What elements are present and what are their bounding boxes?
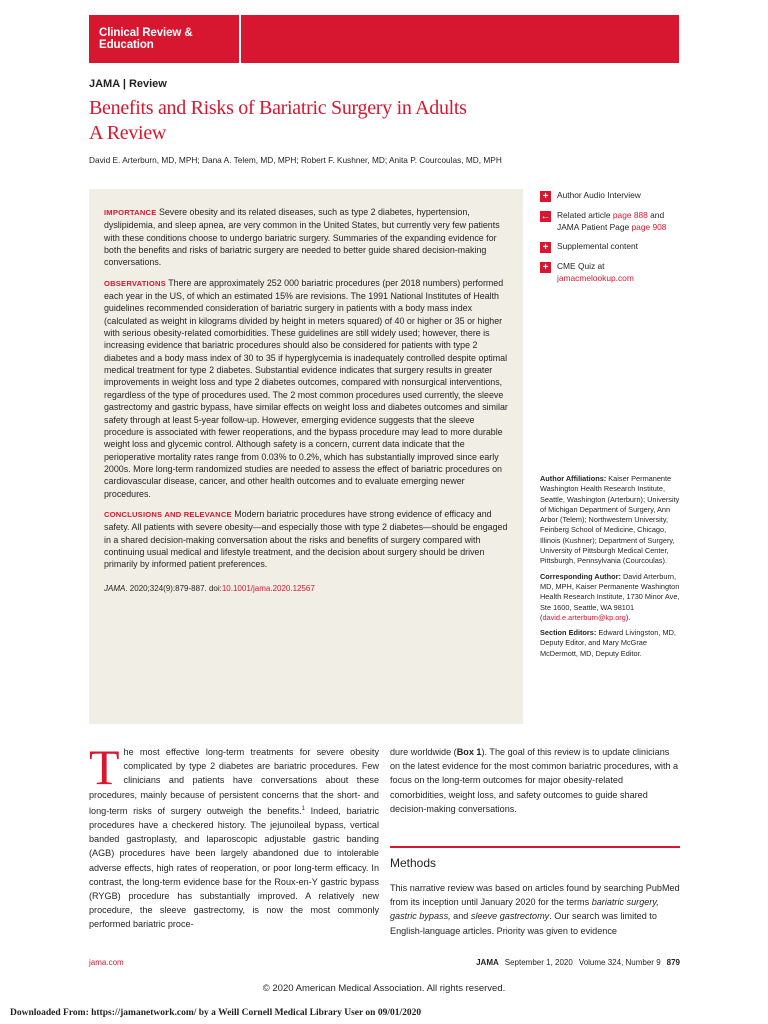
footer-volume: Volume 324, Number 9 <box>578 958 661 967</box>
title-subtitle: A Review <box>89 122 167 144</box>
citation-journal: JAMA <box>104 583 126 593</box>
title-main: Benefits and Risks of Bariatric Surgery in Adults <box>89 97 467 119</box>
methods-and: and <box>450 911 471 922</box>
download-stamp: Downloaded From: https://jamanetwork.com/ by a Weill Cornell Medical Library User on 09/01/2020 <box>10 1008 422 1018</box>
corresponding-author-block <box>540 572 680 623</box>
observations-text: There are approximately 252 000 bariatric procedures (per 2018 numbers) performed each year in the US, of which an estimated 15% are revisions. The 1991 National Institutes of Health guidelines recommended consideration of bariatric surgery in patients with a body mass index (calculated as weight in kilograms divided by height in meters squared) of 40 or higher or 35 or higher with serious obesity-related comorbidities. These guidelines are still widely used; however, there is increasing evidence that bariatric procedures should also be considered for patients with type 2 diabetes and a body mass index of 30 to 35 if hyperglycemia is inadequately controlled despite optimal medical treatment for type 2 diabetes. Substantial evidence indicates that surgery results in greater improvements in weight loss and type 2 diabetes outcomes, compared with nonsurgical interventions, regardless of the type of procedures used. The 2 most common procedures used currently, the sleeve gastrectomy and gastric bypass, have similar effects on weight loss and diabetes outcomes and similar safety through at least 5-year follow-up. However, emerging evidence suggests that the sleeve procedure is associated with fewer reoperations, and the bypass procedure may lead to more durable weight loss and glycemic control. Although safety is a concern, current data indicate that the perioperative mortality rates range from 0.03% to 0.2%, which has substantially improved since early 2000s. More long-term randomized studies are needed to assess the effect of bariatric procedures on cardiovascular disease, cancer, and other health outcomes and to evaluate emerging newer procedures. <box>104 277 508 499</box>
methods-term3: sleeve gastrectomy <box>470 911 550 922</box>
related-content-sidebar <box>540 190 680 292</box>
corresponding-text: David Arterburn, MD, MPH, Kaiser Permanente Washington Health Research Institute, 1730 Minor Ave, Ste 1600, Seattle, WA 98101 ( <box>540 571 680 622</box>
patient-page-prefix: JAMA Patient Page <box>557 221 632 232</box>
related-prefix: Related article <box>557 210 613 220</box>
author-list: David E. Arterburn, MD, MPH; Dana A. Telem, MD, MPH; Robert F. Kushner, MD; Anita P. Courcoulas, MD, MPH <box>89 155 502 165</box>
cme-label: CME Quiz at <box>557 261 605 271</box>
affiliations-text: Kaiser Permanente Washington Health Research Institute, Seattle, Washington (Arterburn); University of Michigan Department of Surgery, Ann Arbor (Telem); Northwestern University, Feinberg School of Medicine, Chicago, Illinois (Kushner); Department of Surgery, University of Pittsburgh Medical Center, Pittsburgh, Pennsylvania (Courcoulas). <box>540 474 680 566</box>
body-column-right <box>390 745 680 816</box>
related-page-link[interactable]: page 888 <box>612 210 648 220</box>
abstract-importance <box>104 206 509 269</box>
page-number: 879 <box>666 958 680 967</box>
copyright-notice: © 2020 American Medical Association. All rights reserved. <box>262 983 506 994</box>
reference-1[interactable]: 1 <box>301 805 305 812</box>
conclusions-text: Modern bariatric procedures have strong evidence of efficacy and safety. All patients with severe obesity—and especially those with type 2 diabetes—should be engaged in a shared decision-making conversation about the risks and benefits of surgery compared with continuing usual medical and lifestyle treatment, and the decision about surgery should be driven primarily by informed patient preferences. <box>104 508 508 570</box>
conclusions-heading: CONCLUSIONS AND RELEVANCE <box>104 509 232 519</box>
importance-heading: IMPORTANCE <box>104 208 157 217</box>
section-tab[interactable] <box>89 15 241 63</box>
supplemental-link[interactable]: Supplemental content <box>557 241 639 251</box>
corresponding-end: ). <box>625 612 631 622</box>
article-title <box>89 96 689 146</box>
methods-b: . Our search was limited to English-language articles. Priority was given to evidence <box>390 911 657 936</box>
section-banner <box>89 15 679 63</box>
abstract-conclusions <box>104 508 509 571</box>
audio-interview-link[interactable]: Author Audio Interview <box>557 190 641 200</box>
plus-icon: + <box>540 191 551 202</box>
importance-text: Severe obesity and its related diseases, such as type 2 diabetes, hypertension, dyslipidemia, and sleep apnea, are very common in the United States, but currently very few patients with these conditions choose to undergo bariatric surgery. Summaries of the expanding evidence for both the benefits and risks of bariatric surgery are needed to better guide shared decision-making conversations. <box>104 207 500 268</box>
related-article-text <box>557 210 666 233</box>
plus-icon: + <box>540 242 551 253</box>
audio-interview-item[interactable] <box>540 190 680 202</box>
section-label: Clinical Review & Education <box>99 27 193 51</box>
doi-link[interactable]: 10.1001/jama.2020.12567 <box>221 583 315 593</box>
journal-type-line: JAMA | Review <box>89 78 167 90</box>
observations-heading: OBSERVATIONS <box>104 278 166 288</box>
cme-quiz-item <box>540 261 680 284</box>
footer-date: September 1, 2020 <box>504 958 573 967</box>
supplemental-item[interactable] <box>540 241 680 253</box>
affiliations-block <box>540 474 680 567</box>
intro-text-cont: Indeed, bariatric procedures have a checkered history. The jejunoileal bypass, vertical banded gastroplasty, and laparoscopic adjustable gastric banding (AGB) procedures have been largely abandoned due to intolerable adverse effects, high rates of reoperation, or poor long-term efficacy. In contrast, the long-term evidence base for the Roux-en-Y gastric bypass (RYGB) procedure has substantially improved. A relatively new procedure, the sleeve gastrectomy, is now the most commonly performed bariatric proce- <box>89 805 379 930</box>
cme-quiz-text <box>557 261 634 284</box>
body-column-left <box>89 739 379 932</box>
methods-divider <box>390 846 680 848</box>
methods-heading: Methods <box>390 856 437 870</box>
corresponding-heading: Corresponding Author: <box>540 571 621 581</box>
email-link[interactable]: david.e.arterburn@kp.org <box>542 612 626 622</box>
citation <box>104 583 509 595</box>
page-footer <box>476 958 680 967</box>
citation-text: . 2020;324(9):879-887. doi: <box>125 583 222 593</box>
site-link[interactable]: jama.com <box>89 958 124 967</box>
related-article-item <box>540 210 680 233</box>
footer-journal: JAMA <box>476 958 499 967</box>
related-and: and <box>647 210 665 220</box>
methods-text <box>390 881 680 938</box>
arrow-left-icon: ← <box>540 210 551 222</box>
editors-heading: Section Editors: <box>540 628 597 638</box>
author-affiliations <box>540 474 680 664</box>
affiliations-heading: Author Affiliations: <box>540 474 607 483</box>
cme-link[interactable]: jamacmelookup.com <box>557 272 634 283</box>
box-1-link[interactable]: Box 1 <box>456 747 482 757</box>
intro-text: he most effective long-term treatments for severe obesity complicated by type 2 diabetes are bariatric procedures. Few clinicians and patients have conversations about these procedures, mainly because of persistent concerns that the short- and long-term risks of surgery outweigh the benefits. <box>89 747 379 816</box>
intro-right-b: ). The goal of this review is to update clinicians on the latest evidence for the most common bariatric procedures, with a focus on the long-term outcomes for major obesity-related comorbidities, weight loss, and safety outcomes to guide shared decision-making conversations. <box>390 747 679 814</box>
section-editors-block <box>540 628 680 659</box>
methods-a: This narrative review was based on articles found by searching PubMed from its inception until January 2020 for the terms <box>390 883 680 908</box>
methods-terms: bariatric surgery, gastric bypass, <box>390 897 659 922</box>
drop-cap: T <box>89 739 120 795</box>
abstract-observations <box>104 277 509 500</box>
intro-right-a: dure worldwide ( <box>390 747 457 757</box>
abstract-box <box>89 189 523 724</box>
patient-page-link[interactable]: page 908 <box>631 221 667 232</box>
editors-text: Edward Livingston, MD, Deputy Editor, and Mary McGrae McDermott, MD, Deputy Editor. <box>540 628 676 658</box>
plus-icon: + <box>540 262 551 273</box>
